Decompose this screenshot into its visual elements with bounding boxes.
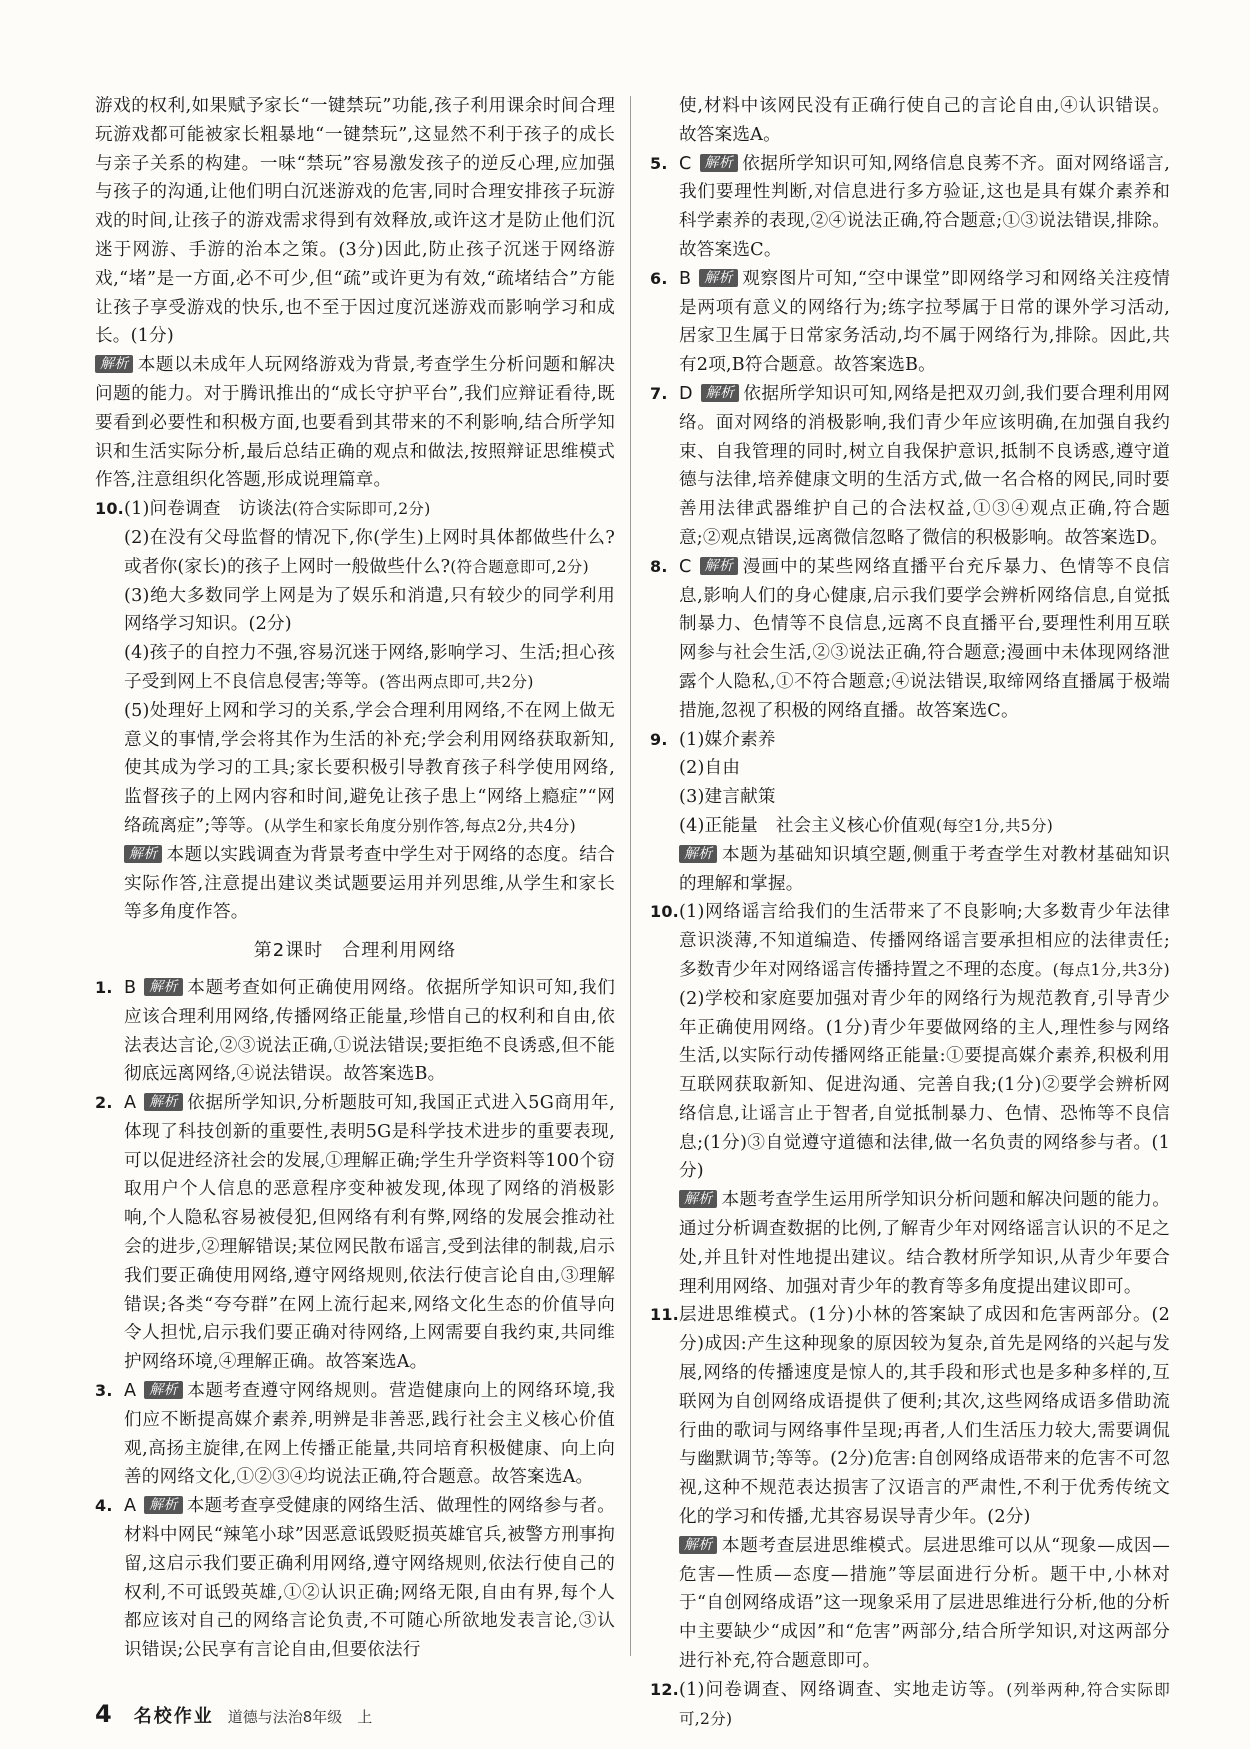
question-10: 10. (1)问卷调查 访谈法(符合实际即可,2分) (2)在没有父母监督的情况下,你(学生)上网时具体都做些什么?或者你(家长)的孩子上网时一般做些什么?(符合题意即可,2分) (3)绝大多数同学上网是为了娱乐和消遣,只有较少的同学利用网络学习知识。(2分) (4)孩子的自控力不强,容易沉迷于网络,影响学习、生活;担心孩子受到网上不良信息侵害;等等。(答出两点即可,共2分) (5)处理好上网和学习的关系,学会合理利用网络,不在网上做无意义的事情,学会将其作为生活的补充;学会利用网络获取新知,使其成为学习的工具;家长要积极引导教育孩子科学使用网络,监督孩子的上网内容和时间,避免让孩子患上“网络上瘾症”“网络疏离症”;等等。(从学生和家长角度分别作答,每点2分,共4分) 解析 本题以实践调查为背景考查中学生对于网络的态度。结合实际作答,注意提出建议类试题要运用并列思维,从学生和家长等多角度作答。 [95, 495, 615, 927]
analysis-text: 依据所学知识,分析题肢可知,我国正式进入5G商用年,体现了科技创新的重要性,表明5G是科学技术进步的重要表现,可以促进经济社会的发展,①理解正确;学生升学资料等100个窃取用户个人信息的恶意程序变种被发现,体现了网络的消极影响,个人隐私容易被侵犯,但网络有利有弊,网络的发展会推动社会的进步,②理解错误;某位网民散布谣言,受到法律的制裁,启示我们要正确使用网络,遵守网络规则,依法行使言论自由,③理解错误;各类“夸夸群”在网上流行起来,网络文化生态的价值导向令人担忧,启示我们要正确对待网络,上网需要自我约束,共同维护网络环境,④理解正确。故答案选A。 [124, 1093, 615, 1373]
analysis-tag: 解析 [95, 355, 133, 373]
question-number: 11. [650, 1305, 679, 1325]
analysis-tag: 解析 [124, 845, 162, 863]
question-number: 2. [95, 1093, 113, 1113]
left-column [95, 92, 615, 1665]
analysis-text: 本题考查享受健康的网络生活、做理性的网络参与者。材料中网民“辣笔小球”因恶意诋毁贬损英雄官兵,被警方刑事拘留,这启示我们要正确利用网络,遵守网络规则,依法行使自己的权利,不可诋毁英雄,①②认识正确;网络无限,自由有界,每个人都应该对自己的网络言论负责,不可随心所欲地发表言论,③认识错误;公民享有言论自由,但要依法行 [124, 1496, 615, 1661]
column-divider [630, 96, 631, 1656]
question-4 [95, 1492, 615, 1665]
question-number: 9. [650, 729, 668, 749]
score-note: (每点1分,共3分) [1052, 960, 1170, 979]
answer-letter: D [679, 383, 693, 404]
question-number: 1. [95, 977, 113, 997]
analysis-text: 本题考查遵守网络规则。营造健康向上的网络环境,我们应不断提高媒介素养,明辨是非善恶,践行社会主义核心价值观,高扬主旋律,在网上传播正能量,共同培育积极健康、向上向善的网络文化,①②③④均说法正确,符合题意。故答案选A。 [124, 1381, 615, 1488]
answer-letter: A [124, 1496, 137, 1517]
question-1 [95, 974, 615, 1089]
page-number: 4 [95, 1700, 112, 1728]
section-title: 第2课时 合理利用网络 [253, 940, 457, 962]
answer-letter: B [124, 977, 137, 998]
question-number: 5. [650, 153, 668, 173]
question-number: 3. [95, 1381, 113, 1401]
score-note: (列举两种,符合实际即可,2分) [679, 1680, 1170, 1728]
right-column [650, 92, 1170, 1733]
question-11: 11. 层进思维模式。(1分)小林的答案缺了成因和危害两部分。(2分)成因:产生这种现象的原因较为复杂,首先是网络的兴起与发展,网络的传播速度是惊人的,其手段和形式也是多种多样的,互联网为自创网络成语提供了便利;其次,这些网络成语多借助流行曲的歌词与网络事件呈现;再者,人们生活压力较大,需要调侃与幽默调节;等等。(2分)危害:自创网络成语带来的危害不可忽视,这种不规范表达损害了汉语言的严肃性,不利于优秀传统文化的学习和传播,尤其容易误导青少年。(2分) 解析 本题考查层进思维模式。层进思维可以从“现象—成因—危害—性质—态度—措施”等层面进行分析。题干中,小林对于“自创网络成语”这一现象采用了层进思维进行分析,他的分析中主要缺少“成因”和“危害”两部分,结合所学知识,对这两部分进行补充,符合题意即可。 [650, 1301, 1170, 1675]
analysis-text: 依据所学知识可知,网络是把双刃剑,我们要合理利用网络。面对网络的消极影响,我们青少年应该明确,在加强自我约束、自我管理的同时,树立自我保护意识,抵制不良诱惑,遵守道德与法律,培养健康文明的生活方式,做一名合格的网民,同时要善用法律武器维护自己的合法权益,①③④观点正确,符合题意;②观点错误,远离微信忽略了微信的积极影响。故答案选D。 [679, 383, 1170, 548]
score-note: (符合实际即可,2分) [291, 500, 431, 519]
analysis-tag: 解析 [699, 269, 737, 287]
analysis-tag: 解析 [679, 845, 717, 863]
question-number: 12. [650, 1679, 679, 1699]
score-note: (从学生和家长角度分别作答,每点2分,共4分) [263, 816, 576, 835]
analysis: 解析 本题考查学生运用所学知识分析问题和解决问题的能力。通过分析调查数据的比例,了解青少年对网络谣言认识的不足之处,并且针对性地提出建议。结合教材所学知识,从青少年要合理利用网络、加强对青少年的教育等多角度提出建议即可。 [679, 1190, 1170, 1297]
question-number: 8. [650, 556, 668, 576]
continuation-text: 使,材料中该网民没有正确行使自己的言论自由,④认识错误。故答案选A。 [679, 96, 1170, 145]
intro-analysis: 解析 本题以未成年人玩网络游戏为背景,考查学生分析问题和解决问题的能力。对于腾讯推出的“成长守护平台”,我们应辩证看待,既要看到必要性和积极方面,也要看到其带来的不利影响,结合所学知识和生活实际分析,最后总结正确的观点和做法,按照辩证思维模式作答,注意组织化答题,形成说理篇章。 [95, 355, 615, 491]
question-12: 12. (1)问卷调查、网络调查、实地走访等。(列举两种,符合实际即可,2分) [650, 1676, 1170, 1734]
question-3 [95, 1377, 615, 1492]
analysis-tag: 解析 [144, 978, 182, 996]
question-6 [650, 265, 1170, 380]
question-8 [650, 553, 1170, 726]
score-note: (每空1分,共5分) [935, 816, 1054, 835]
analysis-tag: 解析 [144, 1093, 182, 1111]
analysis-text: 漫画中的某些网络直播平台充斥暴力、色情等不良信息,影响人们的身心健康,启示我们要学会辨析网络信息,自觉抵制暴力、色情等不良信息,远离不良直播平台,要理性利用互联网参与社会生活,②③说法正确,符合题意;漫画中未体现网络泄露个人隐私,①不符合题意;④说法错误,取缔网络直播属于极端措施,忽视了积极的网络直播。故答案选C。 [679, 556, 1170, 721]
analysis-tag: 解析 [701, 384, 739, 402]
question-10-right: 10. (1)网络谣言给我们的生活带来了不良影响;大多数青少年法律意识淡薄,不知道编造、传播网络谣言要承担相应的法律责任;多数青少年对网络谣言传播持置之不理的态度。(每点1分,共3分) (2)学校和家庭要加强对青少年的网络行为规范教育,引导青少年正确使用网络。(1分)青少年要做网络的主人,理性参与网络生活,以实际行动传播网络正能量:①要提高媒介素养,积极利用互联网获取新知、促进沟通、完善自我;(1分)②要学会辨析网络信息,让谣言止于智者,自觉抵制暴力、色情、恐怖等不良信息;(1分)③自觉遵守道德和法律,做一名负责的网络参与者。(1分) 解析 本题考查学生运用所学知识分析问题和解决问题的能力。通过分析调查数据的比例,了解青少年对网络谣言认识的不足之处,并且针对性地提出建议。结合教材所学知识,从青少年要合理利用网络、加强对青少年的教育等多角度提出建议即可。 [650, 898, 1170, 1301]
analysis-text: 依据所学知识可知,网络信息良莠不齐。面对网络谣言,我们要理性判断,对信息进行多方验证,这也是具有媒介素养和科学素养的表现,②④说法正确,符合题意;①③说法错误,排除。故答案选C。 [679, 153, 1170, 260]
intro-paragraph: 游戏的权利,如果赋予家长“一键禁玩”功能,孩子利用课余时间合理玩游戏都可能被家长粗暴地“一键禁玩”,这显然不利于孩子的成长与亲子关系的构建。一味“禁玩”容易激发孩子的逆反心理,应加强与孩子的沟通,让他们明白沉迷游戏的危害,同时合理安排孩子玩游戏的时间,让孩子的游戏需求得到有效释放,或许这才是防止他们沉迷于网游、手游的治本之策。(3分)因此,防止孩子沉迷于网络游戏,“堵”是一方面,必不可少,但“疏”或许更为有效,“疏堵结合”方能让孩子享受游戏的快乐,也不至于因过度沉迷游戏而影响学习和成长。(1分) [95, 96, 615, 347]
answer-letter: A [124, 1093, 137, 1114]
answer-letter: C [679, 556, 692, 577]
question-number: 7. [650, 383, 668, 403]
page-footer [95, 1700, 372, 1728]
question-2 [95, 1089, 615, 1377]
question-number: 4. [95, 1496, 113, 1516]
answer-letter: A [124, 1381, 137, 1402]
analysis-text: 观察图片可知,“空中课堂”即网络学习和网络关注疫情是两项有意义的网络行为;练字拉琴属于日常的课外学习活动,居家卫生属于日常家务活动,均不属于网络行为,排除。因此,共有2项,B符合题意。故答案选B。 [679, 268, 1170, 376]
analysis-tag: 解析 [700, 154, 738, 172]
analysis: 解析 本题为基础知识填空题,侧重于考查学生对教材基础知识的理解和掌握。 [679, 844, 1170, 894]
question-number: 10. [650, 902, 679, 922]
analysis: 解析 本题考查层进思维模式。层进思维可以从“现象—成因—危害—性质—态度—措施”等层面进行分析。题干中,小林对于“自创网络成语”这一现象采用了层进思维进行分析,他的分析中主要缺少“成因”和“危害”两部分,结合所学知识,对这两部分进行补充,符合题意即可。 [679, 1535, 1170, 1672]
score-note: (符合题意即可,2分) [450, 557, 589, 576]
answer-letter: B [679, 268, 692, 289]
analysis-tag: 解析 [700, 557, 738, 575]
analysis-tag: 解析 [679, 1190, 717, 1208]
question-9: 9. (1)媒介素养 (2)自由 (3)建言献策 (4)正能量 社会主义核心价值观(每空1分,共5分) 解析 本题为基础知识填空题,侧重于考查学生对教材基础知识的理解和掌握。 [650, 726, 1170, 899]
question-5 [650, 150, 1170, 265]
subject-label: 道德与法治8年级 上 [227, 1708, 373, 1726]
question-number: 6. [650, 268, 668, 288]
analysis: 解析 本题以实践调查为背景考查中学生对于网络的态度。结合实际作答,注意提出建议类试题要运用并列思维,从学生和家长等多角度作答。 [124, 844, 615, 923]
question-7 [650, 380, 1170, 553]
analysis-tag: 解析 [144, 1496, 182, 1514]
answer-letter: C [679, 153, 692, 174]
analysis-text: 本题考查如何正确使用网络。依据所学知识可知,我们应该合理利用网络,传播网络正能量,珍惜自己的权利和自由,依法表达言论,②③说法正确,①说法错误;要拒绝不良诱惑,但不能彻底远离网络,④说法错误。故答案选B。 [124, 977, 615, 1085]
brand-title: 名校作业 [133, 1706, 214, 1727]
analysis-tag: 解析 [679, 1536, 717, 1554]
score-note: (答出两点即可,共2分) [379, 672, 534, 691]
question-number: 10. [95, 499, 124, 519]
analysis-tag: 解析 [144, 1381, 182, 1399]
